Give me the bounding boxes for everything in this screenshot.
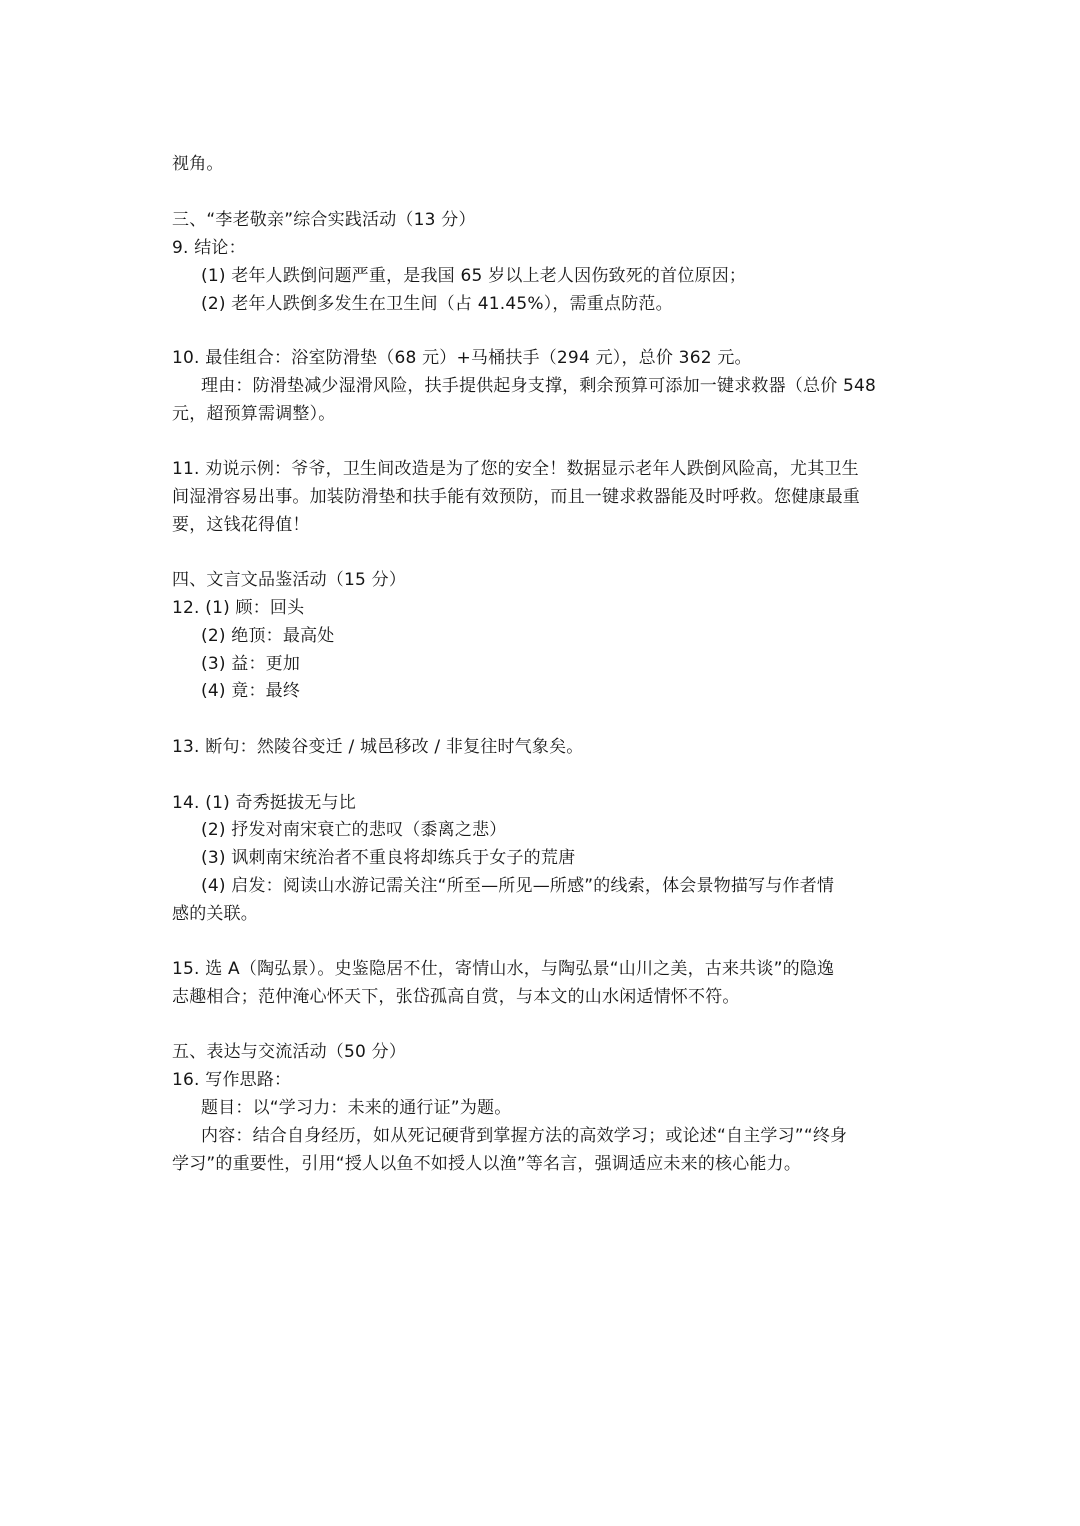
answer-item: (4) 竟：最终 — [201, 681, 301, 701]
answer-item: (2) 绝顶：最高处 — [201, 626, 335, 646]
text-line: 元，超预算需调整）。 — [172, 404, 336, 424]
section-heading: 三、“李老敬亲”综合实践活动（13 分） — [172, 210, 476, 230]
answer-item: (1) 老年人跌倒问题严重，是我国 65 岁以上老人因伤致死的首位原因； — [201, 266, 747, 286]
question-14: 14. (1) 奇秀挺拔无与比 — [172, 793, 356, 813]
text-line: 要，这钱花得值！ — [172, 515, 310, 535]
text-line: 志趣相合；范仲淹心怀天下，张岱孤高自赏，与本文的山水闲适情怀不符。 — [172, 987, 740, 1007]
text-line: 视角。 — [172, 154, 224, 174]
question-10: 10. 最佳组合：浴室防滑垫（68 元）+马桶扶手（294 元），总价 362 元。 — [172, 348, 752, 368]
section-heading: 四、文言文品鉴活动（15 分） — [172, 570, 407, 590]
question-13: 13. 断句：然陵谷变迁 / 城邑移改 / 非复往时气象矣。 — [172, 737, 584, 757]
text-line: 感的关联。 — [172, 904, 258, 924]
question-12: 12. (1) 顾：回头 — [172, 598, 305, 618]
question-16: 16. 写作思路： — [172, 1070, 292, 1090]
question-11: 11. 劝说示例：爷爷，卫生间改造是为了您的安全！数据显示老年人跌倒风险高，尤其卫生 — [172, 459, 859, 479]
text-line: 学习”的重要性，引用“授人以鱼不如授人以渔”等名言，强调适应未来的核心能力。 — [172, 1154, 802, 1174]
text-line: 间湿滑容易出事。加装防滑垫和扶手能有效预防，而且一键求救器能及时呼救。您健康最重 — [172, 487, 860, 507]
section-heading: 五、表达与交流活动（50 分） — [172, 1042, 407, 1062]
answer-item: (2) 老年人跌倒多发生在卫生间（占 41.45%），需重点防范。 — [201, 294, 673, 314]
answer-item: (3) 讽刺南宋统治者不重良将却练兵于女子的荒唐 — [201, 848, 576, 868]
answer-item: (4) 启发：阅读山水游记需关注“所至—所见—所感”的线索，体会景物描写与作者情 — [201, 876, 835, 896]
text-line: 内容：结合自身经历，如从死记硬背到掌握方法的高效学习；或论述“自主学习”“终身 — [201, 1126, 848, 1146]
question-15: 15. 选 A（陶弘景）。史鉴隐居不仕，寄情山水，与陶弘景“山川之美，古来共谈”的隐逸 — [172, 959, 835, 979]
text-line: 题目：以“学习力：未来的通行证”为题。 — [201, 1098, 512, 1118]
answer-item: (3) 益：更加 — [201, 654, 301, 674]
text-line: 理由：防滑垫减少湿滑风险，扶手提供起身支撑，剩余预算可添加一键求救器（总价 548 — [201, 376, 877, 396]
answer-item: (2) 抒发对南宋衰亡的悲叹（黍离之悲） — [201, 820, 507, 840]
question-9: 9. 结论： — [172, 238, 246, 258]
